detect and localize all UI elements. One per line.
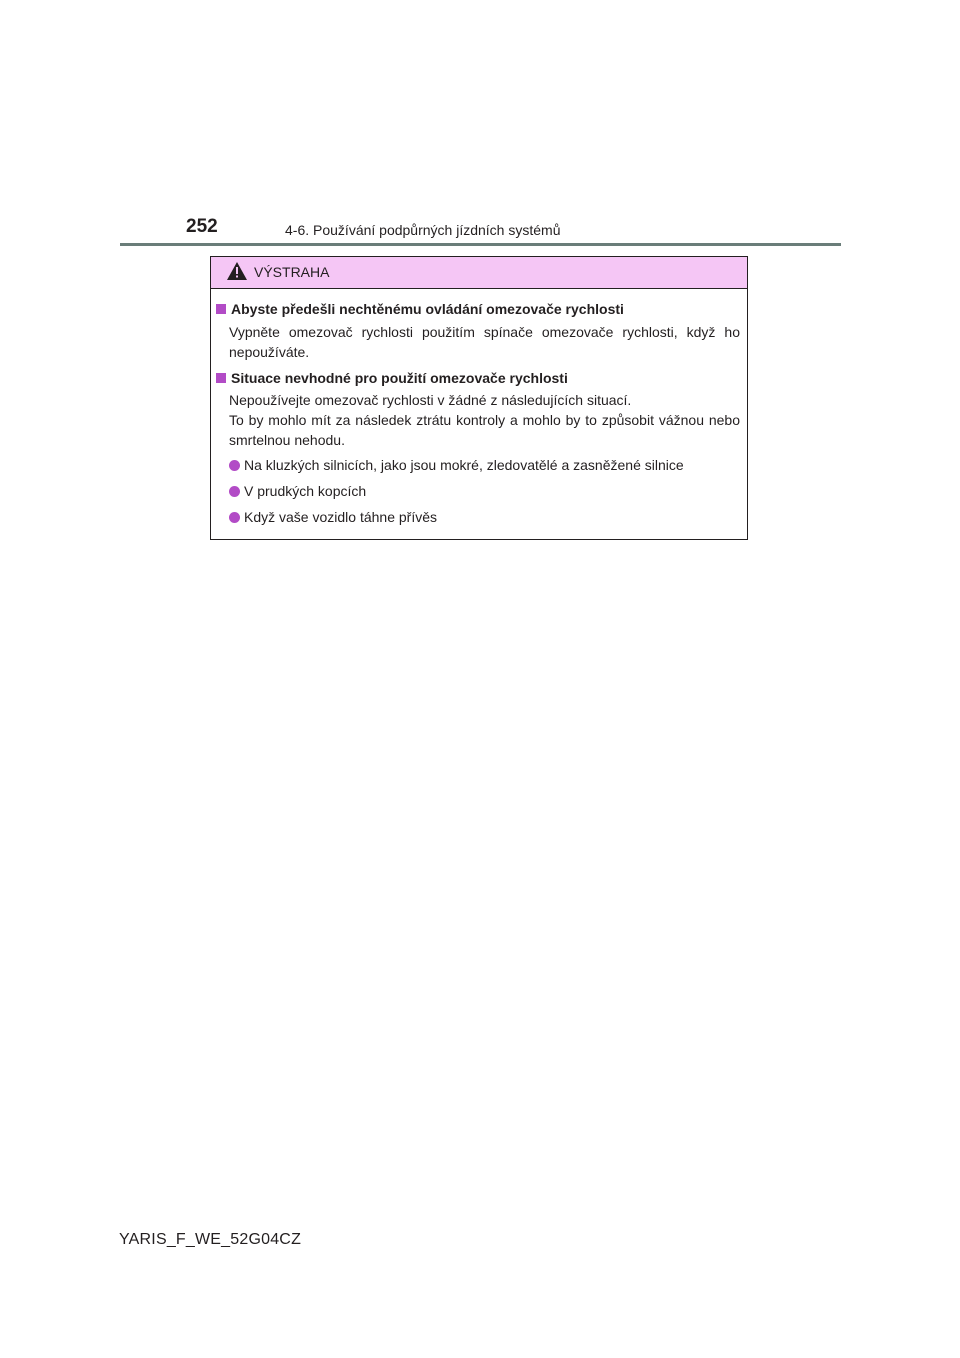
warning-paragraph: To by mohlo mít za následek ztrátu kontroly a mohlo by to způsobit vážnou nebo smrtelnou nehodu. <box>229 412 740 448</box>
square-bullet-icon <box>216 373 226 383</box>
warning-header <box>211 257 747 289</box>
page-number: 252 <box>186 216 218 237</box>
warning-paragraph: Nepoužívejte omezovač rychlosti v žádné z následujících situací. <box>229 392 632 408</box>
list-item-text: Když vaše vozidlo táhne přívěs <box>244 509 437 525</box>
list-item <box>229 509 437 525</box>
list-item-text: Na kluzkých silnicích, jako jsou mokré, zledovatělé a zasněžené silnice <box>244 457 684 473</box>
header-divider <box>120 243 841 246</box>
round-bullet-icon <box>229 460 240 471</box>
subhead-text: Abyste předešli nechtěnému ovládání omezovače rychlosti <box>231 301 624 317</box>
warning-label: VÝSTRAHA <box>254 264 330 280</box>
list-item <box>229 483 366 499</box>
subhead-text: Situace nevhodné pro použití omezovače rychlosti <box>231 370 568 386</box>
round-bullet-icon <box>229 512 240 523</box>
warning-triangle-icon <box>227 262 247 280</box>
warning-subhead-2 <box>216 370 568 386</box>
list-item <box>229 457 684 473</box>
warning-box <box>210 256 748 540</box>
warning-paragraph: Vypněte omezovač rychlosti použitím spínače omezovače rychlosti, když ho nepoužíváte. <box>229 324 740 360</box>
round-bullet-icon <box>229 486 240 497</box>
warning-subhead-1 <box>216 301 624 317</box>
page-header <box>120 214 841 246</box>
section-title: 4-6. Používání podpůrných jízdních systémů <box>285 222 561 238</box>
square-bullet-icon <box>216 304 226 314</box>
document-code: YARIS_F_WE_52G04CZ <box>119 1231 302 1248</box>
list-item-text: V prudkých kopcích <box>244 483 367 499</box>
